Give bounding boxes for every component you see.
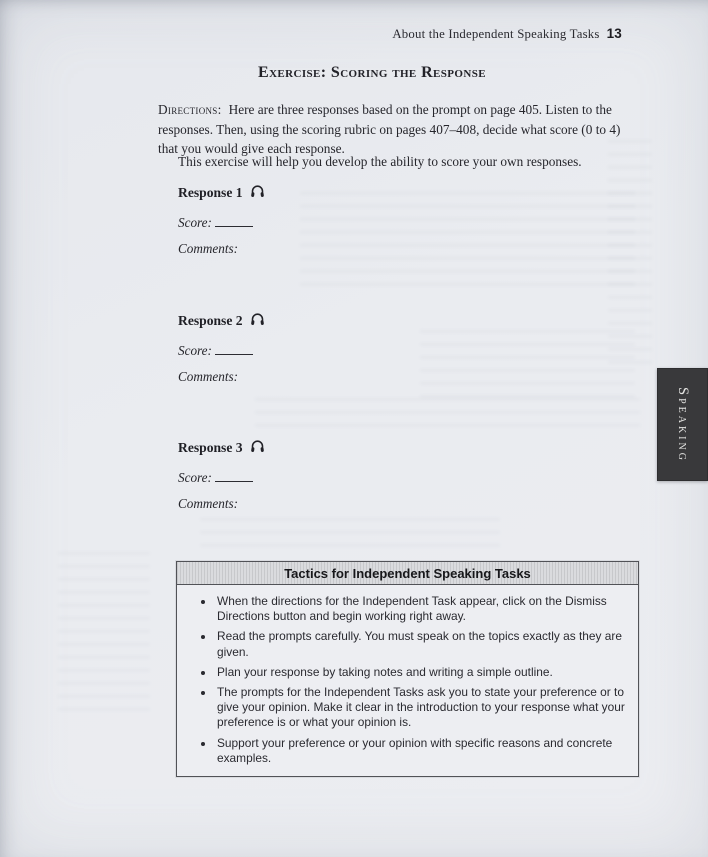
tactic-item: • When the directions for the Independent Task appear, click on the Dismiss Directions button and begin working right away.	[215, 594, 626, 624]
score-blank-line	[215, 468, 253, 482]
scan-bleedthrough	[200, 518, 500, 554]
score-line	[178, 341, 265, 358]
response-heading	[178, 439, 265, 456]
running-head-title: About the Independent Speaking Tasks	[392, 27, 600, 41]
score-line	[178, 468, 265, 485]
directions-paragraph	[158, 100, 624, 159]
headphones-icon	[250, 184, 265, 202]
response-label: Response 3	[178, 439, 243, 455]
response-label: Response 2	[178, 312, 243, 328]
tactic-item: • The prompts for the Independent Tasks ask you to state your preference or to give your opinion. Make it clear in the introduction to your response what your preference is or what your opinion is.	[215, 685, 626, 731]
response-block-3	[178, 439, 265, 512]
page-number: 13	[606, 26, 622, 41]
response-block-1	[178, 184, 265, 257]
score-blank-line	[215, 213, 253, 227]
scan-bleedthrough	[58, 552, 150, 717]
tactics-box-title: Tactics for Independent Speaking Tasks	[284, 565, 531, 581]
scan-bleedthrough	[300, 192, 635, 287]
score-label: Score:	[178, 215, 212, 230]
comments-line	[178, 241, 265, 257]
response-heading	[178, 184, 265, 201]
score-line	[178, 213, 265, 230]
running-head	[392, 26, 622, 42]
scan-bleedthrough	[255, 398, 640, 436]
comments-line	[178, 496, 265, 512]
comments-label: Comments:	[178, 241, 239, 256]
comments-label: Comments:	[178, 369, 239, 384]
directions-label: Directions:	[158, 102, 222, 117]
response-block-2	[178, 312, 265, 385]
tactic-item: • Plan your response by taking notes and writing a simple outline.	[215, 665, 626, 680]
headphones-icon	[250, 439, 265, 457]
comments-label: Comments:	[178, 496, 239, 511]
score-label: Score:	[178, 470, 212, 485]
tactics-box-header	[177, 562, 638, 585]
response-heading	[178, 312, 265, 329]
score-label: Score:	[178, 343, 212, 358]
section-tab-speaking	[657, 368, 708, 481]
exercise-title: Exercise: Scoring the Response	[258, 64, 486, 81]
tactic-item: • Read the prompts carefully. You must speak on the topics exactly as they are given.	[215, 629, 626, 659]
comments-line	[178, 369, 265, 385]
directions-text: Here are three responses based on the prompt on page 405. Listen to the responses. Then, using the scoring rubric on pages 407–408, decide what score (0 to 4) that you would give each response.	[158, 102, 621, 156]
scan-bleedthrough	[608, 140, 652, 365]
scan-bleedthrough	[420, 330, 635, 400]
response-label: Response 1	[178, 184, 243, 200]
tactics-list	[191, 594, 626, 766]
section-tab-label: Speaking	[675, 386, 691, 463]
tactic-item: • Support your preference or your opinion with specific reasons and concrete examples.	[215, 736, 626, 766]
intro-paragraph: This exercise will help you develop the ability to score your own responses.	[178, 154, 582, 169]
headphones-icon	[250, 312, 265, 330]
tactics-box	[176, 561, 639, 777]
score-blank-line	[215, 341, 253, 355]
